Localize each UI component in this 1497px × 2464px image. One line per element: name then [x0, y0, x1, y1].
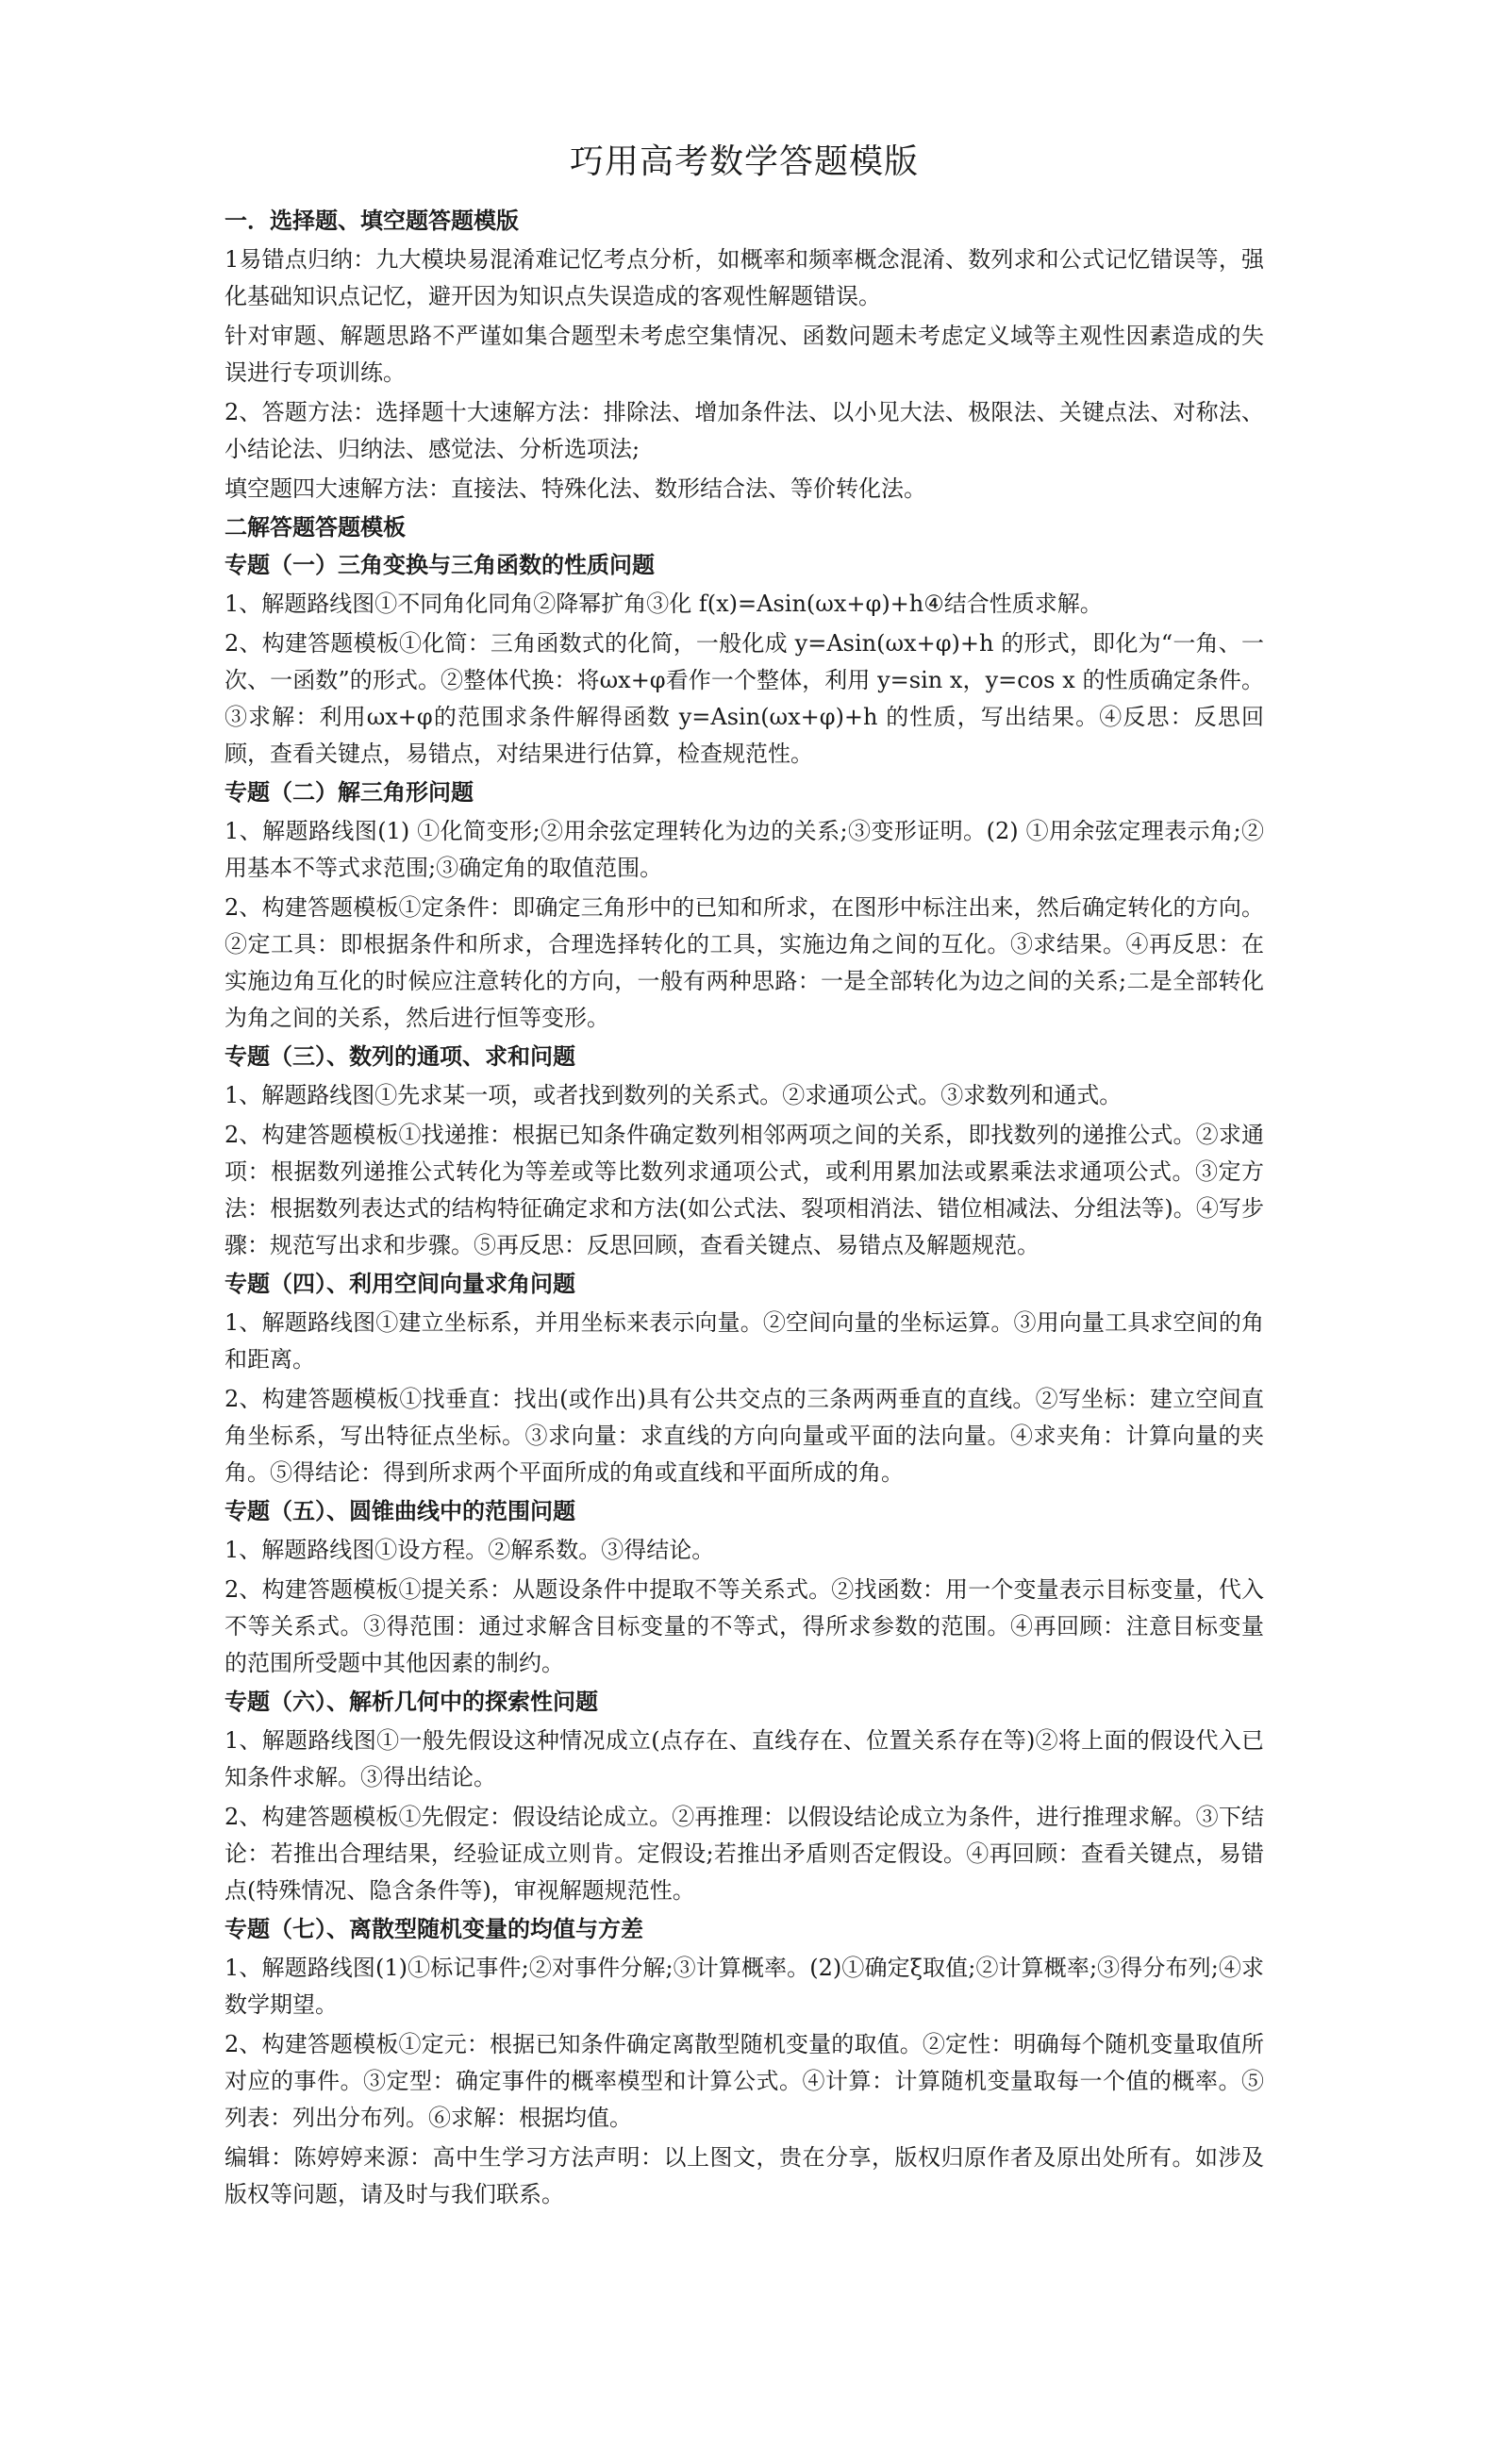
body-paragraph: 1、解题路线图①建立坐标系，并用坐标来表示向量。②空间向量的坐标运算。③用向量工具求空间的角和距离。	[225, 1309, 1264, 1373]
body-paragraph: 1、解题路线图(1) ①化简变形;②用余弦定理转化为边的关系;③变形证明。(2) ①用余弦定理表示角;②用基本不等式求范围;③确定角的取值范围。	[225, 818, 1264, 881]
body-paragraph: 1、解题路线图①一般先假设这种情况成立(点存在、直线存在、位置关系存在等)②将上面的假设代入已知条件求解。③得出结论。	[225, 1727, 1264, 1790]
section-heading: 专题（六）、解析几何中的探索性问题	[225, 1688, 598, 1715]
body-paragraph: 2、构建答题模板①找递推：根据已知条件确定数列相邻两项之间的关系，即找数列的递推公式。②求通项：根据数列递推公式转化为等差或等比数列求通项公式，或利用累加法或累乘法求通项公式。③定方法：根据数列表达式的结构特征确定求和方法(如公式法、裂项相消法、错位相减法、分组法等)。④写步骤：规范写出求和步骤。⑤再反思：反思回顾，查看关键点、易错点及解题规范。	[225, 1122, 1264, 1258]
document-section	[225, 1685, 1264, 1909]
body-paragraph: 2、构建答题模板①化简：三角函数式的化简，一般化成 y=Asin(ωx+φ)+h 的形式，即化为“一角、一次、一函数”的形式。②整体代换：将ωx+φ看作一个整体，利用 y=sin x，y=cos x 的性质确定条件。③求解：利用ωx+φ的范围求条件解得函数 y=Asin(ωx+φ)+h 的性质，写出结果。④反思：反思回顾，查看关键点，易错点，对结果进行估算，检查规范性。	[225, 630, 1264, 767]
document-section	[225, 548, 1264, 773]
body-paragraph: 1、解题路线图①设方程。②解系数。③得结论。	[225, 1537, 715, 1563]
body-paragraph: 2、答题方法：选择题十大速解方法：排除法、增加条件法、以小见大法、极限法、关键点法、对称法、小结论法、归纳法、感觉法、分析选项法;	[225, 399, 1264, 462]
body-paragraph: 填空题四大速解方法：直接法、特殊化法、数形结合法、等价转化法。	[225, 475, 926, 502]
body-paragraph: 1易错点归纳：九大模块易混淆难记忆考点分析，如概率和频率概念混淆、数列求和公式记忆错误等，强化基础知识点记忆，避开因为知识点失误造成的客观性解题错误。	[225, 246, 1264, 309]
section-heading: 二解答题答题模板	[225, 513, 406, 541]
document-section	[225, 1267, 1264, 1491]
document-section	[225, 775, 1264, 1037]
body-paragraph: 1、解题路线图(1)①标记事件;②对事件分解;③计算概率。(2)①确定ξ取值;②计算概率;③得分布列;④求数学期望。	[225, 1955, 1264, 2018]
body-paragraph: 2、构建答题模板①提关系：从题设条件中提取不等关系式。②找函数：用一个变量表示目标变量，代入不等关系式。③得范围：通过求解含目标变量的不等式，得所求参数的范围。④再回顾：注意目标变量的范围所受题中其他因素的制约。	[225, 1576, 1264, 1676]
document-body	[225, 204, 1264, 2213]
section-heading: 一．选择题、填空题答题模版	[225, 207, 519, 234]
section-heading: 专题（四）、利用空间向量求角问题	[225, 1270, 575, 1297]
document-page	[225, 140, 1264, 2216]
document-section	[225, 204, 1264, 508]
section-heading: 专题（五）、圆锥曲线中的范围问题	[225, 1497, 575, 1524]
section-heading: 专题（三）、数列的通项、求和问题	[225, 1042, 575, 1070]
body-paragraph: 编辑：陈婷婷来源：高中生学习方法声明：以上图文，贵在分享，版权归原作者及原出处所有。如涉及版权等问题，请及时与我们联系。	[225, 2144, 1264, 2207]
body-paragraph: 2、构建答题模板①定元：根据已知条件确定离散型随机变量的取值。②定性：明确每个随机变量取值所对应的事件。③定型：确定事件的概率模型和计算公式。④计算：计算随机变量取每一个值的概率。⑤列表：列出分布列。⑥求解：根据均值。	[225, 2031, 1264, 2131]
body-paragraph: 2、构建答题模板①先假定：假设结论成立。②再推理：以假设结论成立为条件，进行推理求解。③下结论：若推出合理结果，经验证成立则肯。定假设;若推出矛盾则否定假设。④再回顾：查看关键点，易错点(特殊情况、隐含条件等)，审视解题规范性。	[225, 1804, 1264, 1904]
section-heading: 专题（七）、离散型随机变量的均值与方差	[225, 1915, 643, 1942]
body-paragraph: 针对审题、解题思路不严谨如集合题型未考虑空集情况、函数问题未考虑定义域等主观性因素造成的失误进行专项训练。	[225, 323, 1264, 386]
section-heading: 专题（一）三角变换与三角函数的性质问题	[225, 551, 655, 578]
body-paragraph: 1、解题路线图①先求某一项，或者找到数列的关系式。②求通项公式。③求数列和通式。	[225, 1082, 1123, 1108]
body-paragraph: 2、构建答题模板①找垂直：找出(或作出)具有公共交点的三条两两垂直的直线。②写坐标：建立空间直角坐标系，写出特征点坐标。③求向量：求直线的方向向量或平面的法向量。④求夹角：计算向量的夹角。⑤得结论：得到所求两个平面所成的角或直线和平面所成的角。	[225, 1386, 1264, 1486]
document-section	[225, 1494, 1264, 1682]
document-title: 巧用高考数学答题模版	[569, 142, 919, 181]
body-paragraph: 2、构建答题模板①定条件：即确定三角形中的已知和所求，在图形中标注出来，然后确定转化的方向。②定工具：即根据条件和所求，合理选择转化的工具，实施边角之间的互化。③求结果。④再反思：在实施边角互化的时候应注意转化的方向，一般有两种思路：一是全部转化为边之间的关系;二是全部转化为角之间的关系，然后进行恒等变形。	[225, 894, 1264, 1031]
document-section	[225, 1912, 1264, 2213]
document-section	[225, 1040, 1264, 1264]
body-paragraph: 1、解题路线图①不同角化同角②降幂扩角③化 f(x)=Asin(ωx+φ)+h④结合性质求解。	[225, 591, 1103, 617]
document-section	[225, 510, 1264, 544]
section-heading: 专题（二）解三角形问题	[225, 778, 474, 806]
